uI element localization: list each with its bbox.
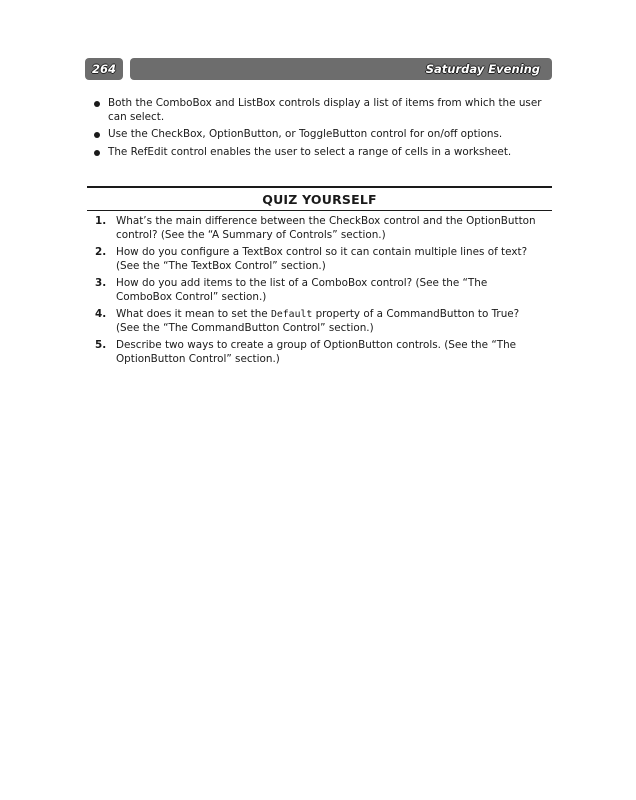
question-text-after: property of a CommandButton to True? (See the “The CommandButton Control” section.) [116, 308, 520, 334]
question-text: Describe two ways to create a group of OptionButton controls. (See the “The OptionButton Control” section.) [116, 339, 517, 365]
question-text-before: What does it mean to set the [116, 308, 271, 320]
question-number: 2. [95, 246, 107, 258]
bullet-dot-icon [94, 101, 100, 107]
code-default: Default [270, 309, 313, 320]
bullet-text: Both the ComboBox and ListBox controls display a list of items from which the user can select. [108, 97, 542, 123]
question-text: What’s the main difference between the CheckBox control and the OptionButton control? (See the “A Summary of Controls” section.) [116, 215, 536, 241]
bullet-item [93, 97, 543, 124]
question-number: 5. [95, 339, 107, 351]
quiz-question [95, 215, 540, 242]
question-text: How do you configure a TextBox control so it can contain multiple lines of text? (See the “The TextBox Control” section.) [116, 246, 528, 272]
quiz-title: QUIZ YOURSELF [262, 192, 377, 207]
quiz-top-rule [87, 186, 552, 188]
quiz-question [95, 339, 540, 366]
section-name: Saturday Evening [425, 62, 540, 76]
bullet-dot-icon [94, 132, 100, 138]
quiz-question [95, 277, 540, 304]
quiz-question [95, 246, 540, 273]
quiz-bottom-rule [87, 210, 552, 211]
bullet-list [93, 97, 543, 163]
question-text: How do you add items to the list of a ComboBox control? (See the “The ComboBox Control” section.) [116, 277, 488, 303]
quiz-question-list [95, 215, 540, 370]
question-number: 1. [95, 215, 107, 227]
bullet-text: The RefEdit control enables the user to select a range of cells in a worksheet. [108, 145, 512, 158]
quiz-question [95, 308, 540, 335]
page-number: 264 [85, 58, 123, 80]
question-number: 4. [95, 308, 107, 320]
bullet-item [93, 146, 543, 160]
section-bar [130, 58, 552, 80]
running-header [85, 58, 552, 80]
bullet-text: Use the CheckBox, OptionButton, or ToggleButton control for on/off options. [108, 128, 503, 140]
bullet-dot-icon [94, 150, 100, 156]
question-number: 3. [95, 277, 107, 289]
bullet-item [93, 128, 543, 142]
